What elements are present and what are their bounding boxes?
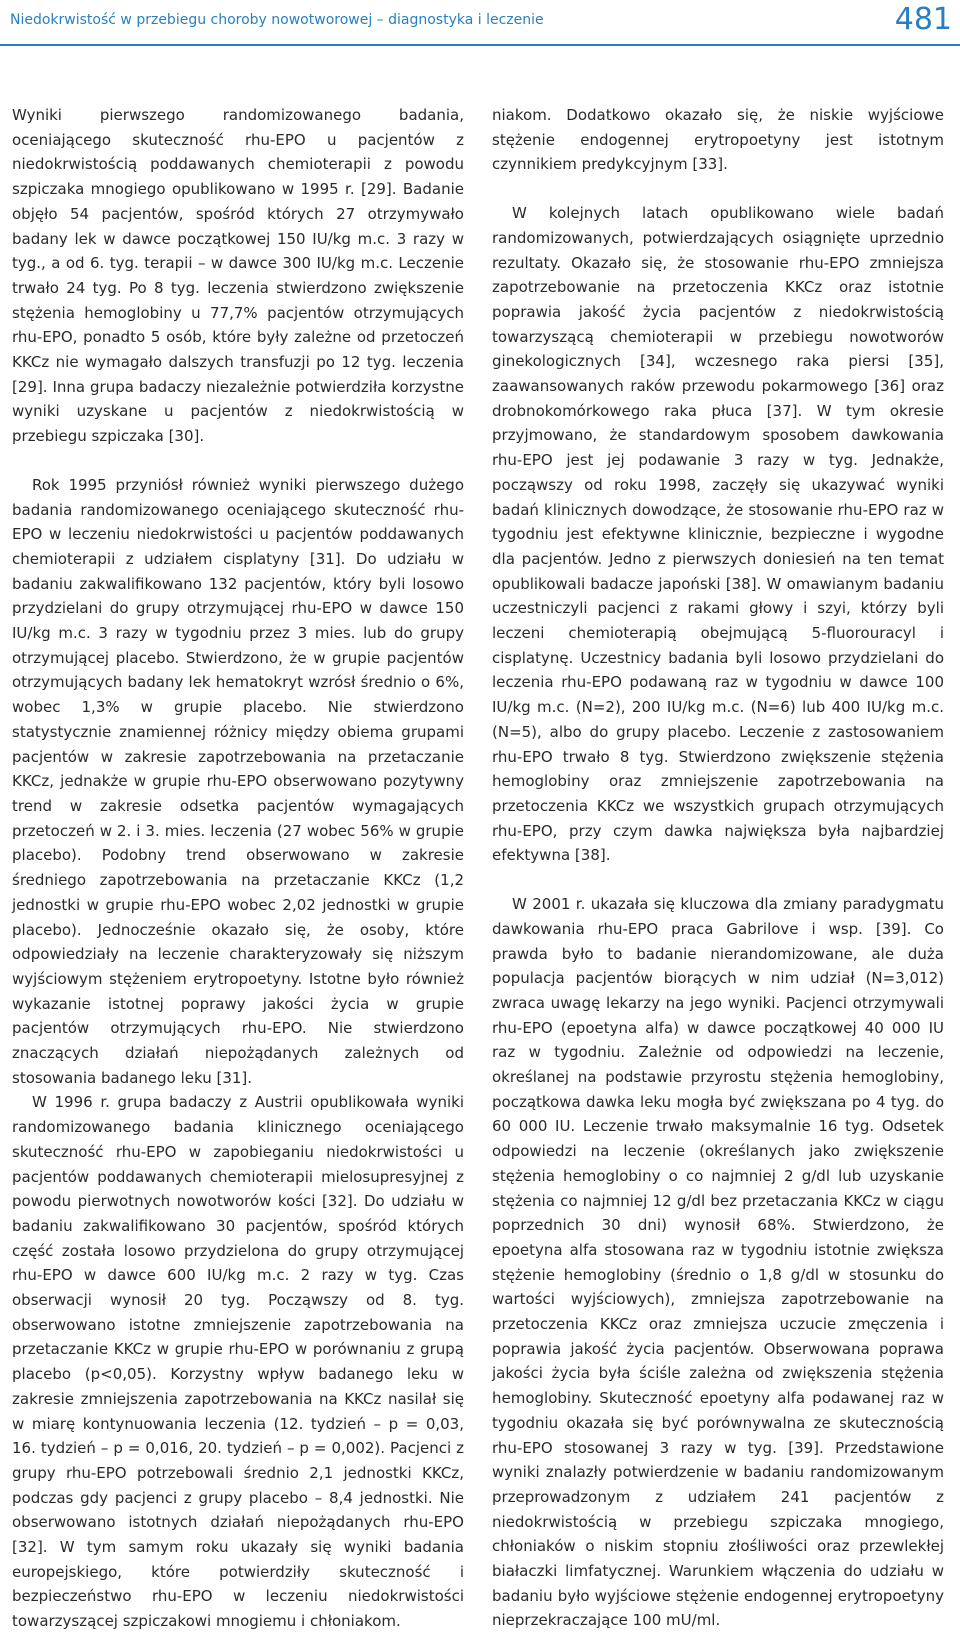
page-number: 481 <box>894 2 952 37</box>
left-column <box>12 103 464 1631</box>
paragraph: Rok 1995 przyniósł również wyniki pierwszego dużego badania randomizowanego oceniającego skuteczność rhu-EPO w leczeniu niedokrwistości u pacjentów poddawanych chemioterapii z udziałem cisplatyny [31]. Do udziału w badaniu zakwalifikowano 132 pacjentów, który byli losowo przydzielani do grupy otrzymującej rhu-EPO w dawce 150 IU/kg m.c. 3 razy w tygodniu przez 3 mies. lub do grupy otrzymującej placebo. Stwierdzono, że w grupie pacjentów otrzymujących badany lek hematokryt wzrósł średnio o 6%, wobec 1,3% w grupie placebo. Nie stwierdzono statystycznie znamiennej różnicy między obiema grupami pacjentów w zakresie zapotrzebowania na przetaczanie KKCz, jednakże w grupie rhu-EPO obserwowano pozytywny trend w zakresie odsetka pacjentów wymagających przetoczeń w 2. i 3. mies. leczenia (27 wobec 56% w grupie placebo). Podobny trend obserwowano w zakresie średniego zapotrzebowania na przetaczanie KKCz (1,2 jednostki w grupie rhu-EPO wobec 2,02 jednostki w grupie placebo). Jednocześnie okazało się, że osoby, które odpowiedziały na leczenie charakteryzowały się niższym wyjściowym stężeniem erytropoetyny. Istotne było również wykazanie istotnej poprawy jakości życia w grupie pacjentów otrzymujących rhu-EPO. Nie stwierdzono znaczących działań niepożądanych zależnych od stosowania badanego leku [31]. <box>12 475 464 1087</box>
paragraph: niakom. Dodatkowo okazało się, że niskie wyjściowe stężenie endogennej erytropoetyny jest istotnym czynnikiem predykcyjnym [33]. <box>492 106 944 174</box>
paragraph: W 1996 r. grupa badaczy z Austrii opublikowała wyniki randomizowanego badania klinicznego oceniającego skuteczność rhu-EPO w zapobieganiu niedokrwistości u pacjentów poddawanych chemioterapii mielosupresyjnej z powodu pierwotnych nowotworów kości [32]. Do udziału w badaniu zakwalifikowano 30 pacjentów, spośród których część została losowo przydzielona do grupy otrzymującej rhu-EPO w dawce 600 IU/kg m.c. 2 razy w tyg. Czas obserwacji wynosił 20 tyg. Począwszy od 8. tyg. obserwowano istotne zmniejszenie zapotrzebowania na przetaczanie KKCz w grupie rhu-EPO w porównaniu z grupą placebo (p<0,05). Korzystny wpływ badanego leku w zakresie zmniejszenia zapotrzebowania na KKCz nasilał się w miarę kontynuowania leczenia (12. tydzień – p = 0,03, 16. tydzień – p = 0,016, 20. tydzień – p = 0,002). Pacjenci z grupy rhu-EPO potrzebowali średnio 2,1 jednostki KKCz, podczas gdy pacjenci z grupy placebo – 8,4 jednostki. Nie obserwowano istotnych działań niepożądanych rhu-EPO [32]. W tym samym roku ukazały się wyniki badania europejskiego, które potwierdziły skuteczność i bezpieczeństwo rhu-EPO w leczeniu niedokrwistości towarzyszącej szpiczakowi mnogiemu i chłoniakom. <box>12 1093 464 1631</box>
paragraph: W 2001 r. ukazała się kluczowa dla zmiany paradygmatu dawkowania rhu-EPO praca Gabrilove i wsp. [39]. Co prawda było to badanie nierandomizowane, ale duża populacja pacjentów biorących w nim udział (N=3,012) zwraca uwagę lekarzy na jego wyniki. Pacjenci otrzymywali rhu-EPO (epoetyna alfa) w dawce początkowej 40 000 IU raz w tygodniu. Zależnie od odpowiedzi na leczenie, określanej na podstawie przyrostu stężenia hemoglobiny, początkowa dawka leku mogła być zwiększana po 4 tyg. do 60 000 IU. Leczenie trwało maksymalnie 16 tyg. Odsetek odpowiedzi na leczenie (określanych jako zwiększenie stężenia hemoglobiny o co najmniej 2 g/dl lub uzyskanie stężenia co najmniej 12 g/dl bez przetaczania KKCz w ciągu poprzednich 30 dni) wynosił 68%. Stwierdzono, że epoetyna alfa stosowana raz w tygodniu istotnie zwiększa stężenie hemoglobiny (średnio o 1,8 g/dl w stosunku do wartości wyjściowych), zmniejsza zapotrzebowanie na przetoczenia KKCz oraz zmniejsza uczucie zmęczenia i poprawia jakość życia pacjentów. Obserwowana poprawa jakości życia była ściśle zależna od zwiększenia stężenia hemoglobiny. Skuteczność epoetyny alfa podawanej raz w tygodniu okazała się być porównywalna ze skutecznością rhu-EPO stosowanej 3 razy w tyg. [39]. Przedstawione wyniki znalazły potwierdzenie w badaniu randomizowanym przeprowadzonym z udziałem 241 pacjentów z niedokrwistością w przebiegu szpiczaka mnogiego, chłoniaków o niskim stopniu złośliwości oraz przewlekłej białaczki limfatycznej. Warunkiem włączenia do udziału w badaniu było wyjściowe stężenie endogennej erytropoetyny nieprzekraczające 100 mU/ml. <box>492 895 944 1630</box>
paragraph: Wyniki pierwszego randomizowanego badania, oceniającego skuteczność rhu-EPO u pacjentów z niedokrwistością poddawanych chemioterapii z powodu szpiczaka mnogiego opublikowano w 1995 r. [29]. Badanie objęło 54 pacjentów, spośród których 27 otrzymywało badany lek w dawce początkowej 150 IU/kg m.c. 3 razy w tyg., a od 6. tyg. terapii – w dawce 300 IU/kg m.c. Leczenie trwało 24 tyg. Po 8 tyg. leczenia stwierdzono zwiększenie stężenia hemoglobiny u 77,7% pacjentów otrzymujących rhu-EPO, ponadto 5 osób, które były zależne od przetoczeń KKCz nie wymagało dalszych transfuzji po 12 tyg. leczenia [29]. Inna grupa badaczy niezależnie potwierdziła korzystne wyniki uzyskane u pacjentów z niedokrwistością w przebiegu szpiczaka [30]. <box>12 106 464 446</box>
running-header <box>0 0 960 46</box>
right-column <box>492 103 944 1630</box>
header-rule <box>0 44 960 46</box>
paragraph: W kolejnych latach opublikowano wiele badań randomizowanych, potwierdzających osiągnięte uprzednio rezultaty. Okazało się, że stosowanie rhu-EPO zmniejsza zapotrzebowanie na przetoczenia KKCz oraz istotnie poprawia jakość życia pacjentów z niedokrwistością towarzyszącą chemioterapii w przebiegu nowotworów ginekologicznych [34], wczesnego raka piersi [35], zaawansowanych raków przewodu pokarmowego [36] oraz drobnokomórkowego raka płuca [37]. W tym okresie przyjmowano, że standardowym sposobem dawkowania rhu-EPO jest jej podawanie 3 razy w tyg. Jednakże, począwszy od roku 1998, zaczęły się ukazywać wyniki badań klinicznych dowodzące, że stosowanie rhu-EPO raz w tygodniu jest efektywne klinicznie, bezpieczne i wygodne dla pacjentów. Jedno z pierwszych doniesień na ten temat opublikowali badacze japoński [38]. W omawianym badaniu uczestniczyli pacjenci z rakami głowy i szyi, którzy byli leczeni chemioterapią obejmującą 5-fluorouracyl i cisplatynę. Uczestnicy badania byli losowo przydzielani do leczenia rhu-EPO podawaną raz w tygodniu w dawce 100 IU/kg m.c. (N=2), 200 IU/kg m.c. (N=6) lub 400 IU/kg m.c. (N=5), albo do grupy placebo. Leczenie z zastosowaniem rhu-EPO trwało 8 tyg. Stwierdzono zwiększenie stężenia hemoglobiny oraz zmniejszenie zapotrzebowania na przetoczenia KKCz we wszystkich grupach otrzymujących rhu-EPO, przy czym dawka największa była najbardziej efektywna [38]. <box>492 204 944 865</box>
running-title: Niedokrwistość w przebiegu choroby nowotworowej – diagnostyka i leczenie <box>10 12 544 28</box>
